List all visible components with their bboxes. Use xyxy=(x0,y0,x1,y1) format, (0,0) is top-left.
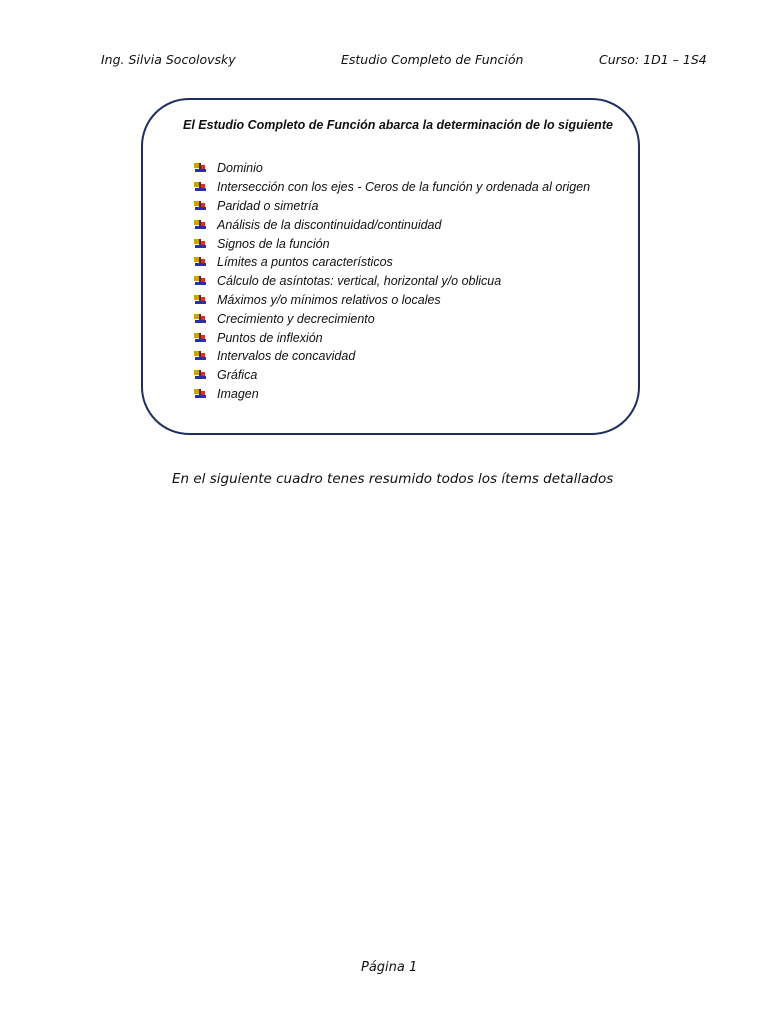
bullet-icon xyxy=(194,314,206,324)
summary-text: En el siguiente cuadro tenes resumido todos los ítems detallados xyxy=(172,471,614,487)
list-item xyxy=(194,197,590,216)
list-item-label: Cálculo de asíntotas: vertical, horizontal y/o oblicua xyxy=(217,274,502,289)
header-title: Estudio Completo de Función xyxy=(341,52,524,67)
list-item xyxy=(194,234,590,253)
list-item xyxy=(194,385,590,404)
list-item-label: Dominio xyxy=(217,161,263,176)
list-item xyxy=(194,347,590,366)
list-item-label: Puntos de inflexión xyxy=(217,330,323,345)
list-item-label: Intersección con los ejes - Ceros de la función y ordenada al origen xyxy=(217,180,591,195)
list-item xyxy=(194,328,590,347)
bullet-icon xyxy=(194,163,206,173)
bullet-icon xyxy=(194,220,206,230)
page-number: Página 1 xyxy=(361,960,418,975)
bullet-icon xyxy=(194,239,206,249)
list-item-label: Signos de la función xyxy=(217,236,330,251)
topics-box-title: El Estudio Completo de Función abarca la determinación de lo siguiente xyxy=(183,118,613,132)
header-course: Curso: 1D1 – 1S4 xyxy=(599,52,707,67)
list-item xyxy=(194,291,590,310)
list-item xyxy=(194,309,590,328)
bullet-icon xyxy=(194,201,206,211)
list-item xyxy=(194,272,590,291)
list-item-label: Crecimiento y decrecimiento xyxy=(217,311,375,326)
bullet-icon xyxy=(194,276,206,286)
list-item-label: Imagen xyxy=(217,386,259,401)
list-item xyxy=(194,178,590,197)
header-author: Ing. Silvia Socolovsky xyxy=(101,52,236,67)
list-item xyxy=(194,159,590,178)
topics-box xyxy=(141,98,640,435)
bullet-icon xyxy=(194,370,206,380)
bullet-icon xyxy=(194,182,206,192)
list-item-label: Intervalos de concavidad xyxy=(217,349,356,364)
topics-list xyxy=(194,159,590,403)
list-item-label: Análisis de la discontinuidad/continuidad xyxy=(217,217,442,232)
list-item xyxy=(194,253,590,272)
bullet-icon xyxy=(194,351,206,361)
bullet-icon xyxy=(194,389,206,399)
bullet-icon xyxy=(194,257,206,267)
list-item-label: Máximos y/o mínimos relativos o locales xyxy=(217,292,441,307)
list-item xyxy=(194,366,590,385)
list-item-label: Paridad o simetría xyxy=(217,198,319,213)
list-item-label: Gráfica xyxy=(217,368,258,383)
list-item-label: Límites a puntos característicos xyxy=(217,255,393,270)
bullet-icon xyxy=(194,295,206,305)
list-item xyxy=(194,215,590,234)
bullet-icon xyxy=(194,333,206,343)
